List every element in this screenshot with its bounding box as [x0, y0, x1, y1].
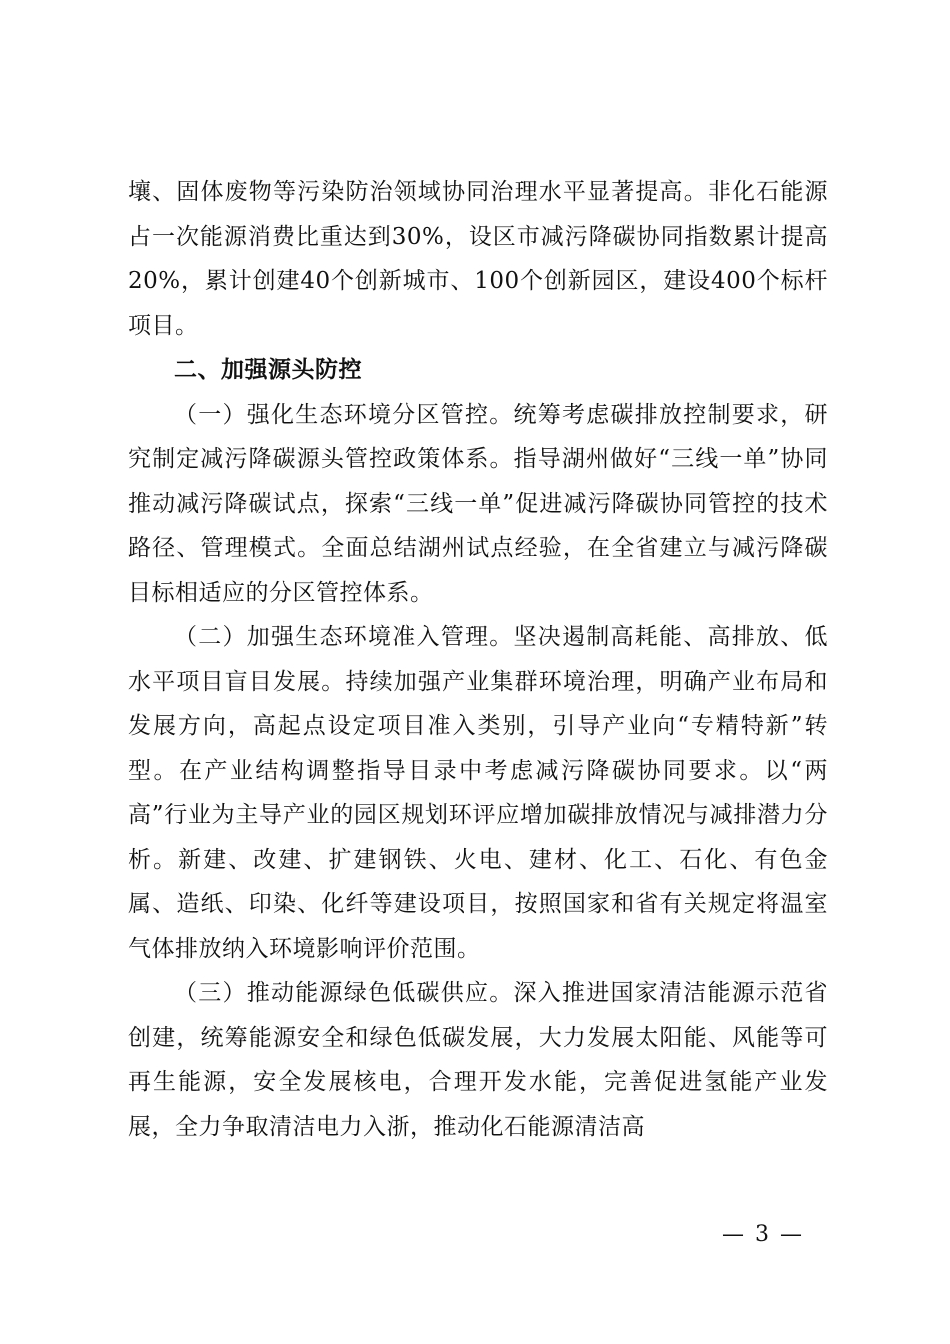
paragraph-continuation: 壤、固体废物等污染防治领域协同治理水平显著提高。非化石能源占一次能源消费比重达到30%，设区市减污降碳协同指数累计提高20%，累计创建40个创新城市、100个创新园区，建设400个标杆项目。 [128, 179, 828, 339]
document-body [128, 170, 828, 1149]
paragraph-item-3: （三）推动能源绿色低碳供应。深入推进国家清洁能源示范省创建，统筹能源安全和绿色低碳发展，大力发展太阳能、风能等可再生能源，安全发展核电，合理开发水能，完善促进氢能产业发展，全力争取清洁电力入浙，推动化石能源清洁高 [128, 980, 828, 1140]
paragraph-item-1: （一）强化生态环境分区管控。统筹考虑碳排放控制要求，研究制定减污降碳源头管控政策体系。指导湖州做好“三线一单”协同推动减污降碳试点，探索“三线一单”促进减污降碳协同管控的技术路径、管理模式。全面总结湖州试点经验，在全省建立与减污降碳目标相适应的分区管控体系。 [128, 401, 828, 606]
paragraph-item-2: （二）加强生态环境准入管理。坚决遏制高耗能、高排放、低水平项目盲目发展。持续加强产业集群环境治理，明确产业布局和发展方向，高起点设定项目准入类别，引导产业向“专精特新”转型。在产业结构调整指导目录中考虑减污降碳协同要求。以“两高”行业为主导产业的园区规划环评应增加碳排放情况与减排潜力分析。新建、改建、扩建钢铁、火电、建材、化工、石化、有色金属、造纸、印染、化纤等建设项目，按照国家和省有关规定将温室气体排放纳入环境影响评价范围。 [128, 624, 828, 962]
page-number: — 3 — [722, 1222, 804, 1247]
section-heading: 二、加强源头防控 [174, 357, 362, 383]
